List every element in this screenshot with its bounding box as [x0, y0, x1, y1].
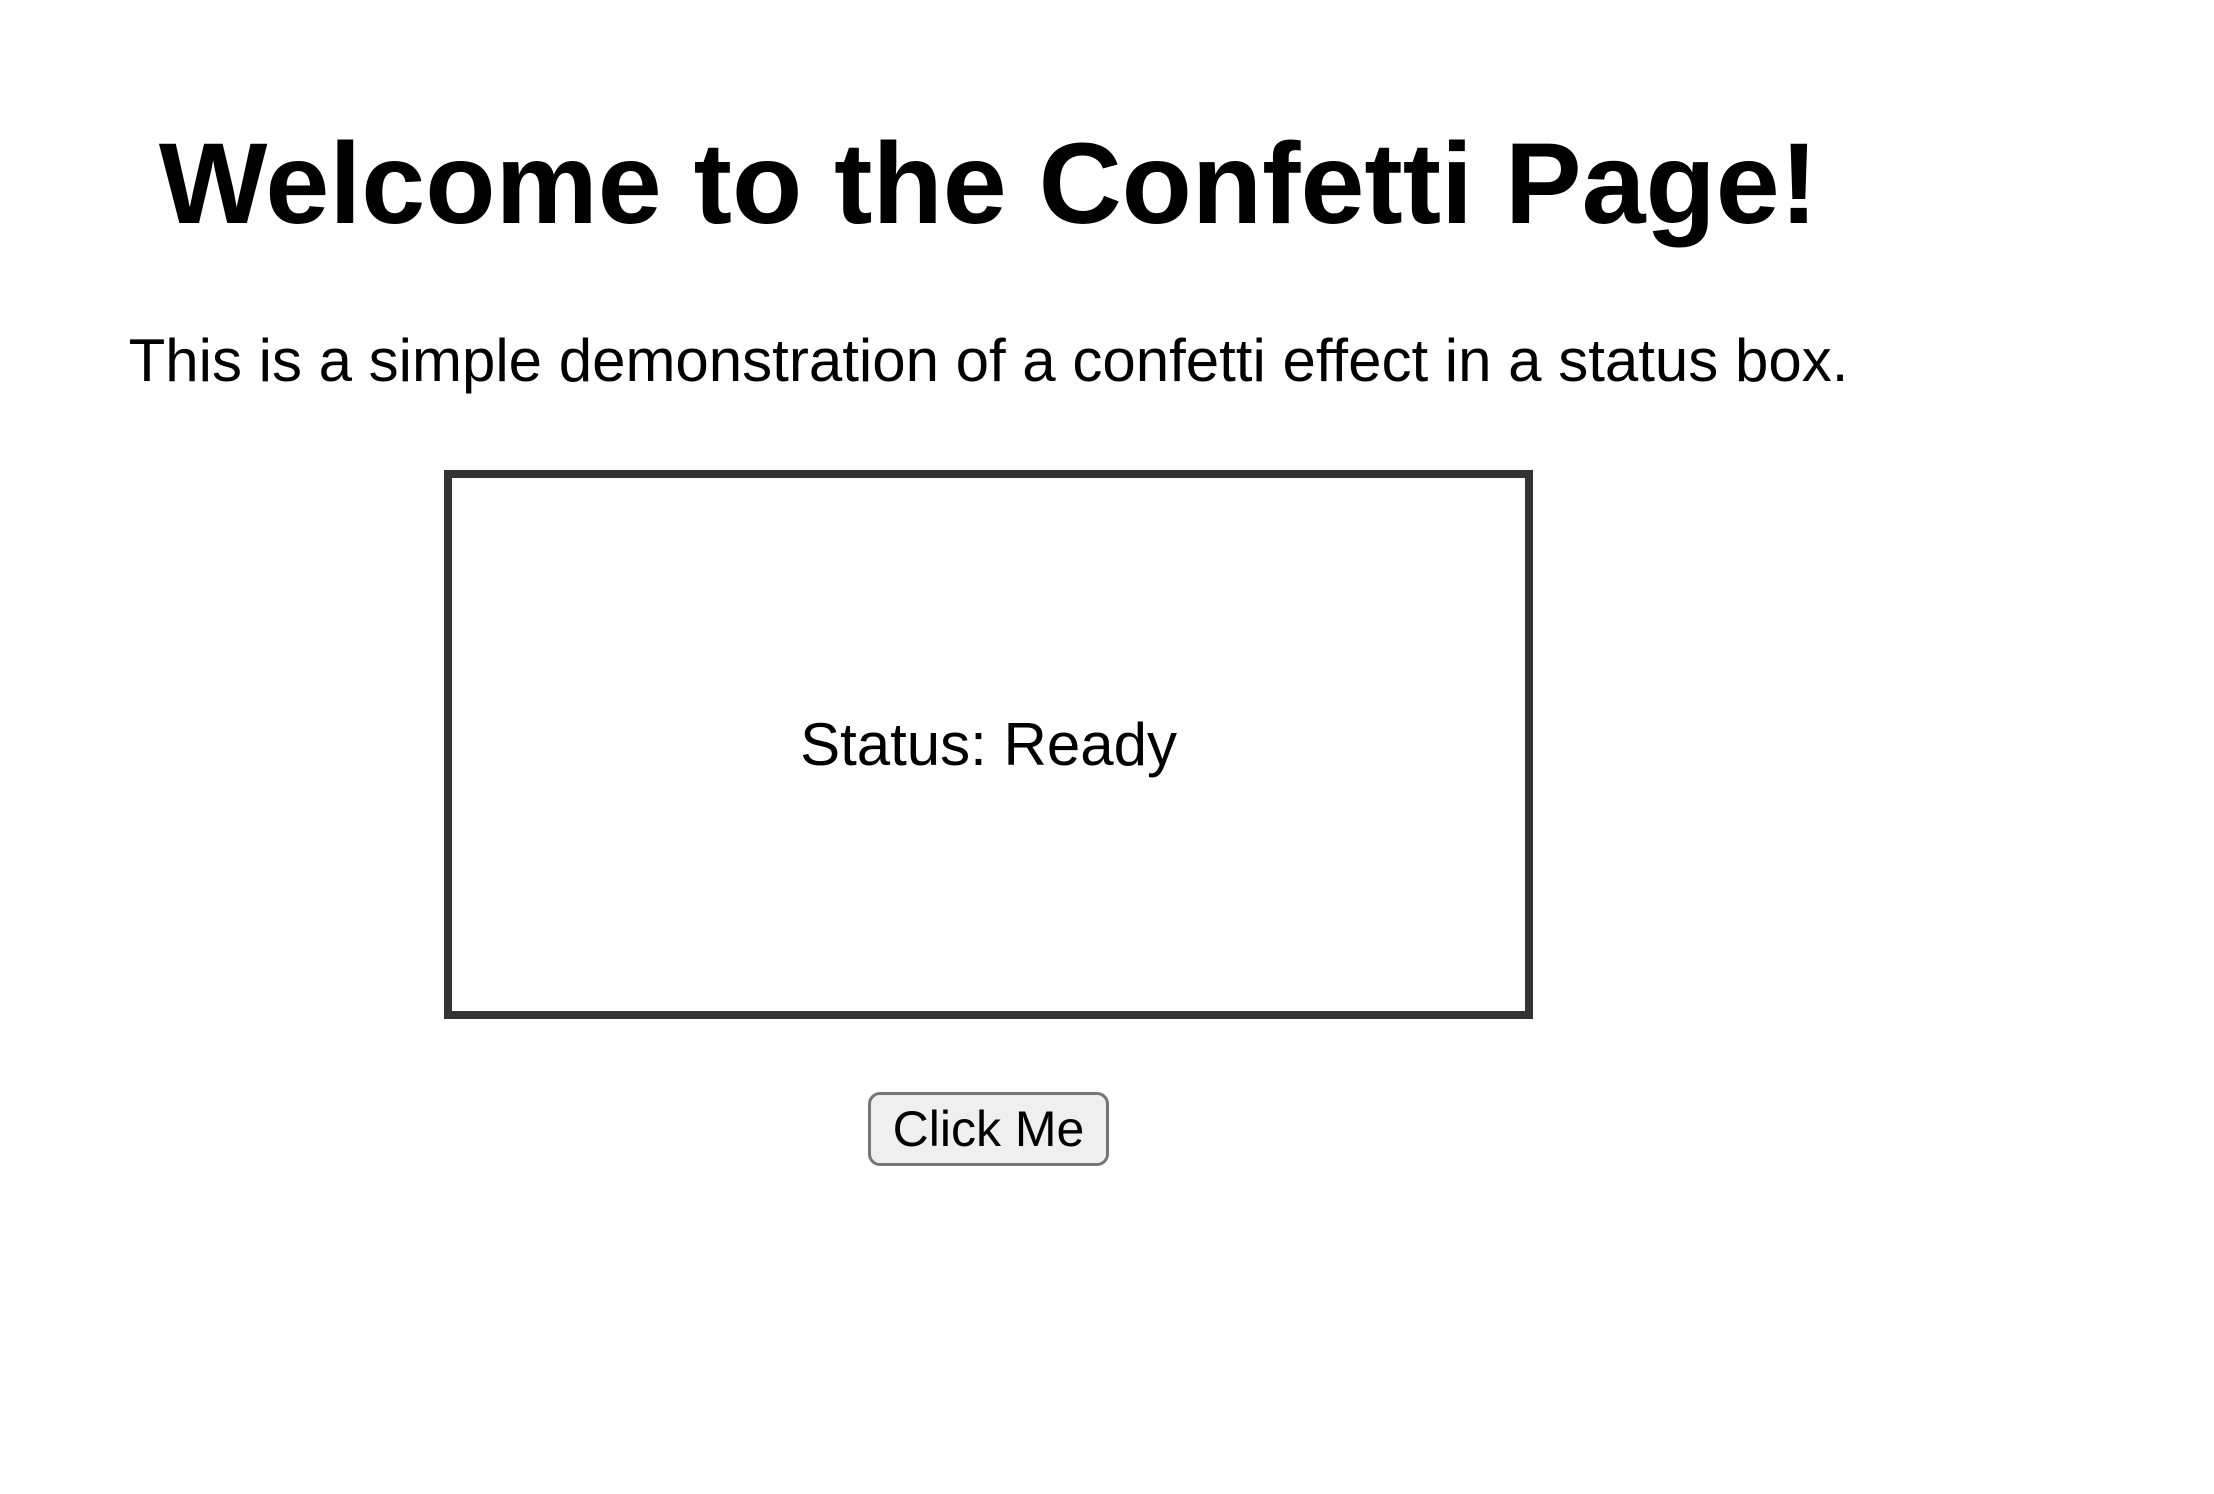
status-box [444, 470, 1533, 1019]
page-title: Welcome to the Confetti Page! [158, 120, 1819, 248]
status-text: Status: Ready [800, 711, 1177, 779]
confetti-page-content [0, 118, 1977, 1166]
click-me-button[interactable]: Click Me [868, 1092, 1110, 1166]
page-description: This is a simple demonstration of a confetti effect in a status box. [128, 327, 1849, 395]
